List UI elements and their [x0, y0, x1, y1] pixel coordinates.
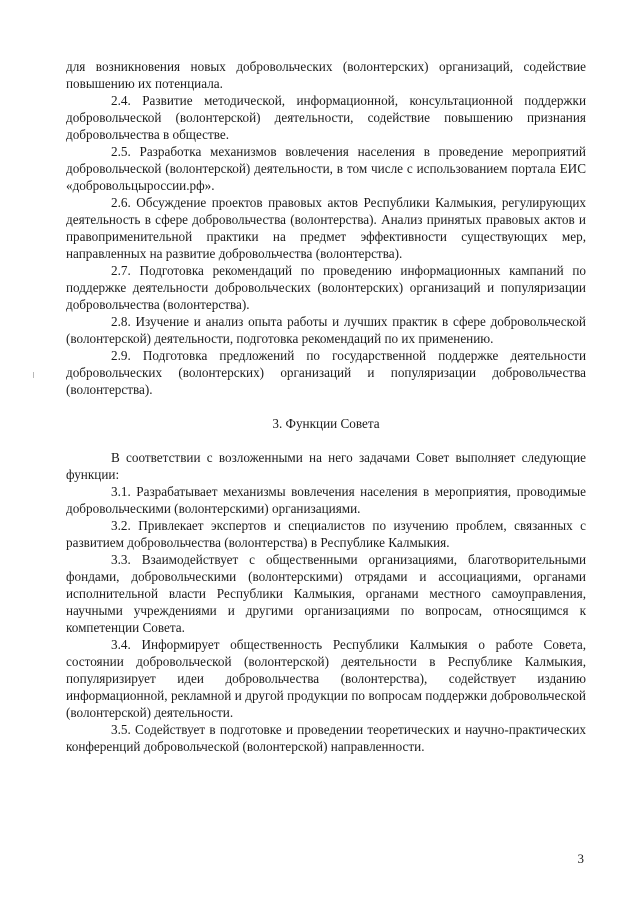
paragraph-2-4: 2.4. Развитие методической, информационной, консультационной поддержки добровольческой (волонтерской) деятельности, содействие повышению признания добровольчества в обществе.	[66, 93, 586, 142]
paragraph-3-1: 3.1. Разрабатывает механизмы вовлечения населения в мероприятия, проводимые добровольческими (волонтерскими) организациями.	[66, 484, 586, 516]
section-heading: 3. Функции Совета	[272, 416, 380, 431]
paragraph-3-3: 3.3. Взаимодействует с общественными организациями, благотворительными фондами, добровольческими (волонтерскими) отрядами и ассоциациями, органами исполнительной власти Республики Калмыкия, органами местного самоуправления, научными учреждениями и другими организациями по вопросам, относящимся к компетенции Совета.	[66, 552, 586, 635]
paragraph-2-6: 2.6. Обсуждение проектов правовых актов Республики Калмыкия, регулирующих деятельность в сфере добровольчества (волонтерства). Анализ принятых правовых актов и правоприменительной практики на предмет эффективности существующих мер, направленных на развитие добровольчества (волонтерства).	[66, 195, 586, 261]
paragraph-3-5: 3.5. Содействует в подготовке и проведении теоретических и научно-практических конференций добровольческой (волонтерской) направленности.	[66, 722, 586, 754]
margin-mark	[33, 372, 34, 378]
document-body	[66, 58, 586, 755]
paragraph-continuation: для возникновения новых добровольческих (волонтерских) организаций, содействие повышению их потенциала.	[66, 59, 586, 91]
paragraph-2-9: 2.9. Подготовка предложений по государственной поддержке деятельности добровольческих (волонтерских) организаций и популяризации добровольчества (волонтерства).	[66, 348, 586, 397]
page-number: 3	[577, 851, 584, 866]
paragraph-2-7: 2.7. Подготовка рекомендаций по проведению информационных кампаний по поддержке деятельности добровольческих (волонтерских) организаций и популяризации добровольчества (волонтерства).	[66, 263, 586, 312]
paragraph-2-8: 2.8. Изучение и анализ опыта работы и лучших практик в сфере добровольческой (волонтерской) деятельности, подготовка рекомендаций по их применению.	[66, 314, 586, 346]
paragraph-3-4: 3.4. Информирует общественность Республики Калмыкия о работе Совета, состоянии добровольческой (волонтерской) деятельности в Республике Калмыкия, популяризирует идеи добровольчества (волонтерства), содействует изданию информационной, рекламной и другой продукции по вопросам поддержки добровольческой (волонтерской) деятельности.	[66, 637, 586, 720]
paragraph-intro: В соответствии с возложенными на него задачами Совет выполняет следующие функции:	[66, 450, 586, 482]
paragraph-3-2: 3.2. Привлекает экспертов и специалистов по изучению проблем, связанных с развитием добровольчества (волонтерства) в Республике Калмыкия.	[66, 518, 586, 550]
paragraph-2-5: 2.5. Разработка механизмов вовлечения населения в проведение мероприятий добровольческой (волонтерской) деятельности, в том числе с использованием портала ЕИС «добровольцыроссии.рф».	[66, 144, 586, 193]
